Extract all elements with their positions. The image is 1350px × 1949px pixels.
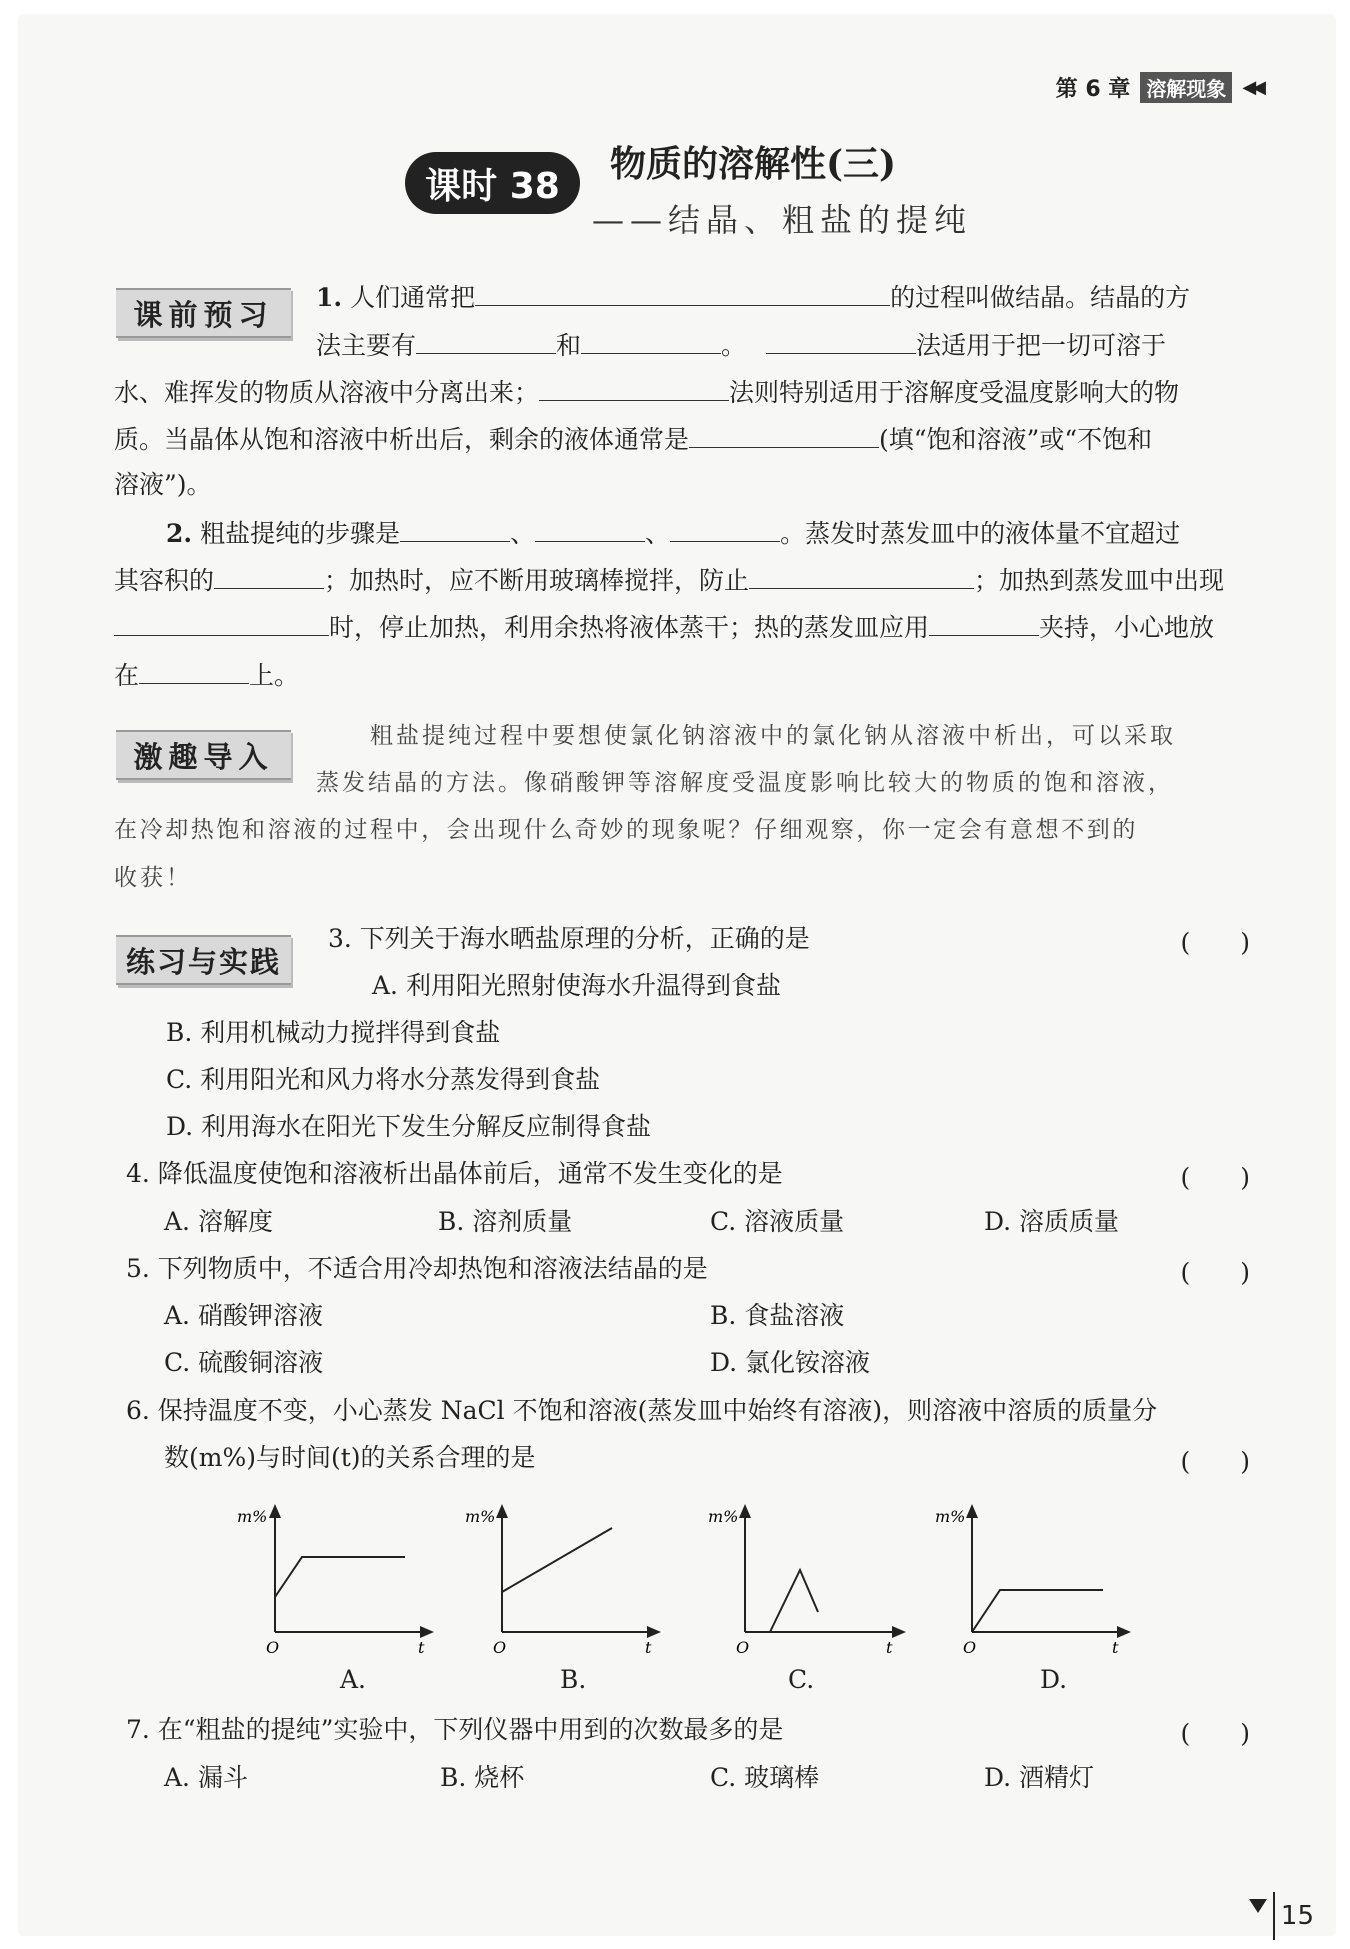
q5-option-a: A. 硝酸钾溶液	[164, 1301, 323, 1330]
blank[interactable]	[416, 328, 556, 354]
q4-option-c: C. 溶液质量	[710, 1207, 845, 1236]
q1-line4: 质。当晶体从饱和溶液中析出后，剩余的液体通常是 (填“饱和溶液”或“不饱和	[114, 422, 1152, 456]
blank[interactable]	[214, 563, 324, 589]
graph-d	[935, 1507, 1125, 1657]
graph-c	[708, 1507, 900, 1657]
answer-paren[interactable]: ( )	[1180, 928, 1250, 957]
y-axis-label: m%	[935, 1507, 966, 1526]
section-tag-practice: 练习与实践	[116, 935, 291, 985]
blank[interactable]	[670, 516, 780, 542]
q4-option-a: A. 溶解度	[164, 1207, 273, 1236]
q5-option-d: D. 氯化铵溶液	[710, 1348, 871, 1377]
q4-stem: 4. 降低温度使饱和溶液析出晶体前后，通常不发生变化的是	[126, 1159, 783, 1188]
answer-paren[interactable]: ( )	[1180, 1447, 1250, 1476]
q2-line1: 2. 粗盐提纯的步骤是 、 、 。蒸发时蒸发皿中的液体量不宜超过	[166, 516, 1180, 550]
origin-label: O	[266, 1638, 280, 1657]
answer-paren[interactable]: ( )	[1180, 1258, 1250, 1287]
q7-option-c: C. 玻璃棒	[710, 1763, 820, 1792]
q1-line3: 水、难挥发的物质从溶液中分离出来； 法则特别适用于溶解度受温度影响大的物	[114, 375, 1179, 409]
blank[interactable]	[539, 375, 729, 401]
blank[interactable]	[400, 516, 510, 542]
q6-graphs	[0, 1490, 1350, 1700]
q1-line2: 法主要有 和 。 法适用于把一切可溶于	[316, 328, 1166, 362]
blank[interactable]	[749, 563, 974, 589]
y-axis-label: m%	[237, 1507, 268, 1526]
y-axis-label: m%	[465, 1507, 496, 1526]
origin-label: O	[493, 1638, 507, 1657]
q3-option-c: C. 利用阳光和风力将水分蒸发得到食盐	[166, 1065, 601, 1094]
section-tag-intro: 激趣导入	[116, 730, 291, 780]
graph-label-d: D.	[1040, 1665, 1068, 1694]
q6-line2: 数(m%)与时间(t)的关系合理的是	[164, 1443, 536, 1472]
q1-line1: 1. 人们通常把 的过程叫做结晶。结晶的方	[316, 280, 1190, 314]
intro-line2: 蒸发结晶的方法。像硝酸钾等溶解度受温度影响比较大的物质的饱和溶液，	[316, 770, 1174, 796]
q7-option-d: D. 酒精灯	[984, 1763, 1095, 1792]
page-number: 15	[1249, 1892, 1314, 1940]
divider	[1273, 1892, 1275, 1940]
intro-line3: 在冷却热饱和溶液的过程中，会出现什么奇妙的现象呢？仔细观察，你一定会有意想不到的	[114, 817, 1138, 843]
x-axis-label: t	[418, 1638, 425, 1657]
q2-line2: 其容积的 ；加热时，应不断用玻璃棒搅拌，防止 ；加热到蒸发皿中出现	[114, 563, 1224, 597]
graph-label-b: B.	[560, 1665, 587, 1694]
chapter-header	[1056, 72, 1262, 103]
origin-label: O	[736, 1638, 750, 1657]
blank[interactable]	[689, 422, 879, 448]
triangle-icon	[1249, 1899, 1267, 1913]
q7-stem: 7. 在“粗盐的提纯”实验中，下列仪器中用到的次数最多的是	[126, 1715, 784, 1744]
graph-b	[465, 1507, 655, 1657]
lesson-badge: 课时 38	[405, 152, 580, 214]
intro-line1: 粗盐提纯过程中要想使氯化钠溶液中的氯化钠从溶液中析出，可以采取	[370, 723, 1176, 749]
q3-option-b: B. 利用机械动力搅拌得到食盐	[166, 1018, 501, 1047]
blank[interactable]	[766, 328, 916, 354]
graph-label-c: C.	[788, 1665, 815, 1694]
chapter-number: 第 6 章	[1055, 77, 1131, 102]
lesson-title: 物质的溶解性(三)	[610, 143, 897, 185]
q3-option-d: D. 利用海水在阳光下发生分解反应制得食盐	[166, 1112, 652, 1141]
blank[interactable]	[929, 610, 1039, 636]
blank[interactable]	[535, 516, 645, 542]
q5-stem: 5. 下列物质中，不适合用冷却热饱和溶液法结晶的是	[126, 1254, 708, 1283]
q4-option-b: B. 溶剂质量	[438, 1207, 573, 1236]
blank[interactable]	[581, 328, 721, 354]
x-axis-label: t	[645, 1638, 652, 1657]
graph-a	[237, 1507, 428, 1657]
x-axis-label: t	[1112, 1638, 1119, 1657]
y-axis-label: m%	[708, 1507, 739, 1526]
q3-option-a: A. 利用阳光照射使海水升温得到食盐	[372, 971, 781, 1000]
origin-label: O	[963, 1638, 977, 1657]
blank[interactable]	[114, 610, 329, 636]
q2-line4: 在 上。	[114, 658, 299, 692]
back-arrows-icon: ◀◀	[1242, 77, 1262, 98]
q7-option-a: A. 漏斗	[164, 1763, 248, 1792]
q5-option-c: C. 硫酸铜溶液	[164, 1348, 324, 1377]
q3-stem: 3. 下列关于海水晒盐原理的分析，正确的是	[328, 924, 810, 953]
q6-line1: 6. 保持温度不变，小心蒸发 NaCl 不饱和溶液(蒸发皿中始终有溶液)，则溶液中溶质的质量分	[126, 1396, 1158, 1425]
x-axis-label: t	[886, 1638, 893, 1657]
q5-option-b: B. 食盐溶液	[710, 1301, 845, 1330]
intro-line4: 收获！	[114, 865, 192, 891]
lesson-subtitle: ——结晶、粗盐的提纯	[592, 201, 973, 239]
q4-option-d: D. 溶质质量	[984, 1207, 1120, 1236]
graph-label-a: A.	[340, 1665, 367, 1694]
answer-paren[interactable]: ( )	[1180, 1163, 1250, 1192]
section-tag-preview: 课前预习	[116, 288, 291, 338]
q7-option-b: B. 烧杯	[440, 1763, 525, 1792]
q1-line5: 溶液”)。	[114, 470, 212, 499]
blank[interactable]	[139, 658, 249, 684]
answer-paren[interactable]: ( )	[1180, 1719, 1250, 1748]
q2-line3: 时，停止加热，利用余热将液体蒸干；热的蒸发皿应用 夹持，小心地放	[114, 610, 1214, 644]
chapter-tag: 溶解现象	[1140, 72, 1232, 103]
blank[interactable]	[475, 280, 890, 306]
